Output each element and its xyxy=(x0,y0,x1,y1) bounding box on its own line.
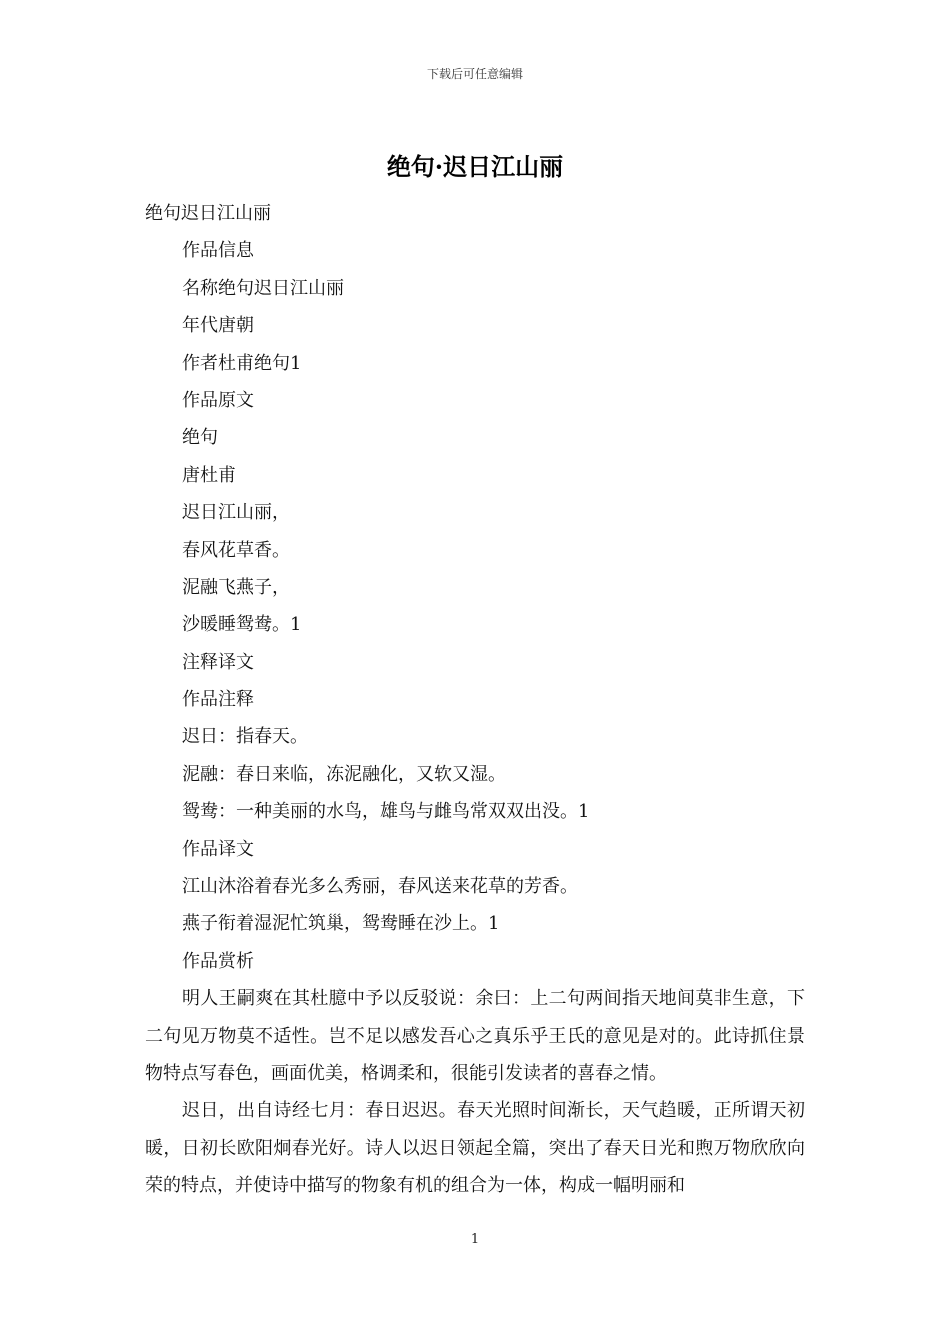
body-line: 年代唐朝 xyxy=(182,315,254,337)
body-line: 泥融：春日来临，冻泥融化，又软又湿。 xyxy=(182,763,506,785)
document-title: 绝句·迟日江山丽 xyxy=(386,152,564,181)
document-body xyxy=(145,195,805,1205)
body-line: 注释译文 xyxy=(182,651,254,673)
body-line: 春风花草香。 xyxy=(182,539,290,561)
body-line: 迟日江山丽， xyxy=(182,502,290,524)
body-line: 作品赏析 xyxy=(182,950,254,972)
body-line: 名称绝句迟日江山丽 xyxy=(182,277,344,299)
body-paragraph: 明人王嗣爽在其杜臆中予以反驳说：余曰：上二句两间指天地间莫非生意，下二句见万物莫不适性。岂不足以感发吾心之真乐乎王氏的意见是对的。此诗抓住景物特点写春色，画面优美，格调柔和，很能引发读者的喜春之情。 xyxy=(145,988,805,1085)
body-line: 绝句迟日江山丽 xyxy=(145,203,271,224)
body-line: 作品原文 xyxy=(182,389,254,411)
body-line: 沙暖睡鸳鸯。1 xyxy=(182,614,302,636)
body-line: 迟日：指春天。 xyxy=(182,726,308,748)
body-line: 江山沐浴着春光多么秀丽，春风送来花草的芳香。 xyxy=(182,876,578,898)
body-line: 绝句 xyxy=(182,427,218,449)
page-header: 下载后可任意编辑 xyxy=(426,67,523,81)
page-number: 1 xyxy=(470,1232,480,1247)
body-line: 作品译文 xyxy=(182,838,254,860)
body-paragraph: 迟日，出自诗经七月：春日迟迟。春天光照时间渐长，天气趋暖，正所谓天初暖，日初长欧阳炯春光好。诗人以迟日领起全篇，突出了春天日光和煦万物欣欣向荣的特点，并使诗中描写的物象有机的组合为一体，构成一幅明丽和 xyxy=(145,1100,805,1197)
body-line: 作者杜甫绝句1 xyxy=(182,352,302,374)
body-line: 泥融飞燕子， xyxy=(182,576,290,598)
body-line: 作品信息 xyxy=(182,240,254,262)
body-line: 唐杜甫 xyxy=(182,464,236,486)
body-line: 作品注释 xyxy=(182,689,254,711)
body-line: 鸳鸯：一种美丽的水鸟，雄鸟与雌鸟常双双出没。1 xyxy=(182,801,590,823)
body-line: 燕子衔着湿泥忙筑巢，鸳鸯睡在沙上。1 xyxy=(182,913,500,935)
